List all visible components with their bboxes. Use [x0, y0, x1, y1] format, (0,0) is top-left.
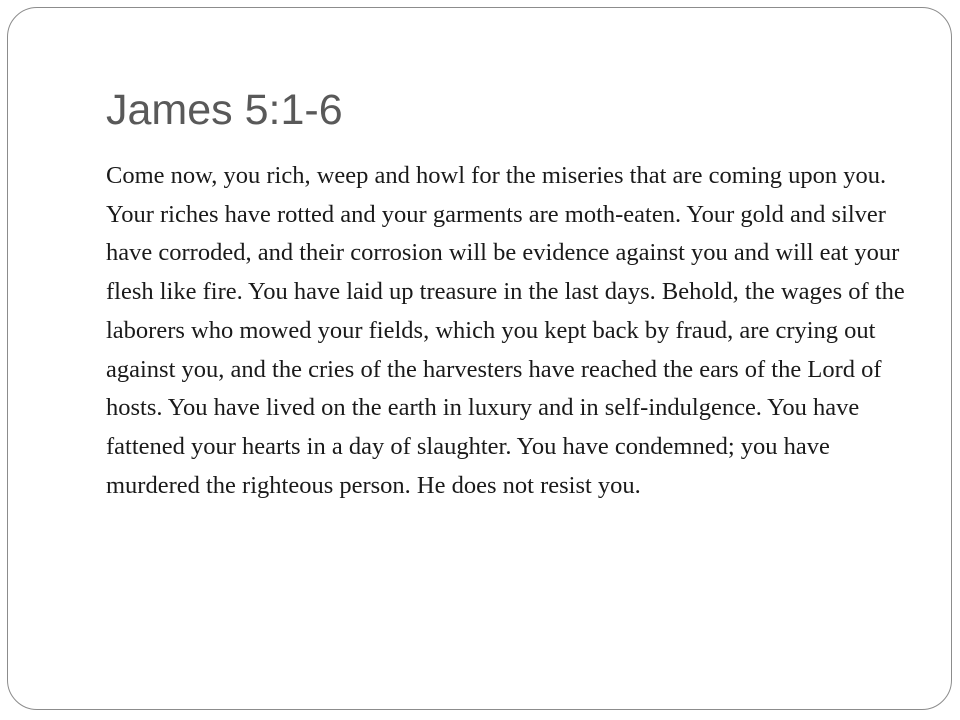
passage-text: Come now, you rich, weep and howl for the miseries that are coming upon you. Your riches have rotted and your garments are moth-eaten. Your gold and silver have corroded, and their corrosion will be evidence against you and will eat your flesh like fire. You have laid up treasure in the last days. Behold, the wages of the laborers who mowed your fields, which you kept back by fraud, are crying out against you, and the cries of the harvesters have reached the ears of the Lord of hosts. You have lived on the earth in luxury and in self-indulgence. You have fattened your hearts in a day of slaughter. You have condemned; you have murdered the righteous person. He does not resist you.	[106, 162, 905, 499]
slide-title: James 5:1-6	[106, 86, 343, 134]
